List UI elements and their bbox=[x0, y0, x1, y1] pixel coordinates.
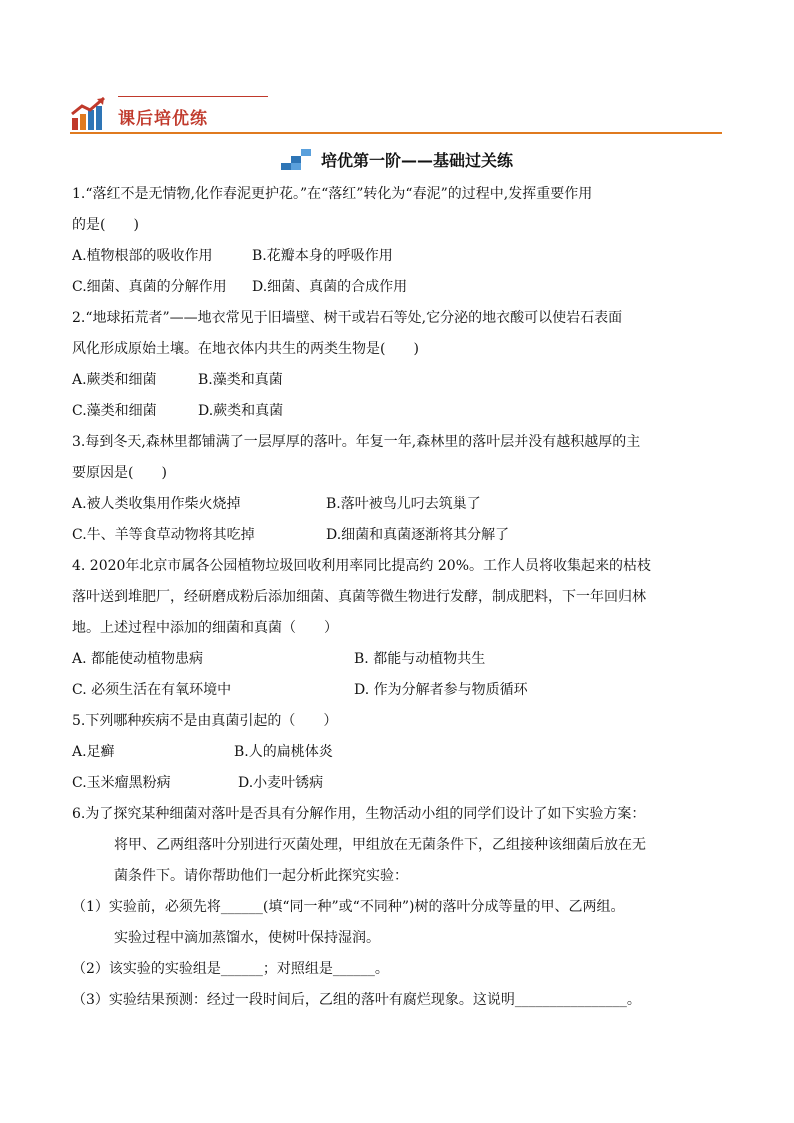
section-title: 培优第一阶——基础过关练 bbox=[320, 151, 513, 170]
q6-stem-line-1: 6.为了探究某种细菌对落叶是否具有分解作用，生物活动小组的同学们设计了如下实验方案： bbox=[72, 806, 646, 822]
q3-stem-line-1: 3.每到冬天,森林里都铺满了一层厚厚的落叶。年复一年,森林里的落叶层并没有越积越厚的主 bbox=[72, 434, 641, 450]
q3-options-row-2 bbox=[72, 520, 732, 551]
q2-stem-line-1: 2.“地球拓荒者”——地衣常见于旧墙壁、树干或岩石等处,它分泌的地衣酸可以使岩石表面 bbox=[72, 310, 623, 326]
q4-option-a: A. 都能使动植物患病 bbox=[72, 651, 204, 667]
q4-option-c: C. 必须生活在有氧环境中 bbox=[72, 682, 232, 698]
q2-options-row-2 bbox=[72, 396, 732, 427]
q3-option-d: D.细菌和真菌逐渐将其分解了 bbox=[326, 527, 510, 543]
q2-option-c: C.藻类和细菌 bbox=[72, 403, 157, 419]
section-heading bbox=[0, 148, 794, 175]
q2-options-row-1 bbox=[72, 365, 732, 396]
q5-options-row-2 bbox=[72, 768, 732, 799]
q1-options-row-1 bbox=[72, 241, 732, 272]
q3-option-a: A.被人类收集用作柴火烧掉 bbox=[72, 496, 241, 512]
q6-part-1-line-2: 实验过程中滴加蒸馏水，使树叶保持湿润。 bbox=[114, 930, 380, 946]
q5-options-row-1 bbox=[72, 737, 732, 768]
header-divider bbox=[70, 132, 722, 134]
question-list bbox=[72, 179, 732, 1016]
q4-options-row-2 bbox=[72, 675, 732, 706]
q1-options-row-2 bbox=[72, 272, 732, 303]
q6-stem-line-3: 菌条件下。请你帮助他们一起分析此探究实验： bbox=[114, 868, 408, 884]
q5-option-b: B.人的扁桃体炎 bbox=[234, 744, 333, 760]
q2-option-d: D.蕨类和真菌 bbox=[198, 403, 284, 419]
q5-option-c: C.玉米瘤黑粉病 bbox=[72, 775, 171, 791]
q4-option-d: D. 作为分解者参与物质循环 bbox=[354, 682, 528, 698]
q4-stem-line-3: 地。上述过程中添加的细菌和真菌（ ） bbox=[72, 620, 338, 636]
q5-stem-line-1: 5.下列哪种疾病不是由真菌引起的（ ） bbox=[72, 713, 338, 729]
q6-part-3: （3）实验结果预测：经过一段时间后，乙组的落叶有腐烂现象。这说明________________。 bbox=[72, 992, 641, 1008]
q6-part-1-line-1: （1）实验前，必须先将______(填“同一种”或“不同种”)树的落叶分成等量的甲、乙两组。 bbox=[72, 899, 625, 915]
q2-stem-line-2: 风化形成原始土壤。在地衣体内共生的两类生物是( ) bbox=[72, 341, 419, 357]
q6-stem-line-2: 将甲、乙两组落叶分别进行灭菌处理，甲组放在无菌条件下，乙组接种该细菌后放在无 bbox=[114, 837, 646, 853]
q5-option-d: D.小麦叶锈病 bbox=[238, 775, 324, 791]
stairs-icon bbox=[281, 149, 313, 171]
q4-option-b: B. 都能与动植物共生 bbox=[354, 651, 486, 667]
q1-option-a: A.植物根部的吸收作用 bbox=[72, 248, 213, 264]
q1-stem-line-2: 的是( ) bbox=[72, 217, 139, 233]
q4-stem-line-1: 4. 2020年北京市属各公园植物垃圾回收利用率同比提高约 20%。工作人员将收集起来的枯枝 bbox=[72, 558, 652, 574]
q1-option-d: D.细菌、真菌的合成作用 bbox=[252, 279, 408, 295]
q3-option-b: B.落叶被鸟儿叼去筑巢了 bbox=[326, 496, 481, 512]
q4-stem-line-2: 落叶送到堆肥厂，经研磨成粉后添加细菌、真菌等微生物进行发酵，制成肥料，下一年回归林 bbox=[72, 589, 646, 605]
page-header bbox=[70, 92, 722, 132]
q3-stem-line-2: 要原因是( ) bbox=[72, 465, 167, 481]
q1-option-b: B.花瓣本身的呼吸作用 bbox=[252, 248, 393, 264]
q1-option-c: C.细菌、真菌的分解作用 bbox=[72, 279, 227, 295]
q5-option-a: A.足癣 bbox=[72, 744, 115, 760]
q3-option-c: C.牛、羊等食草动物将其吃掉 bbox=[72, 527, 255, 543]
q1-stem-line-1: 1.“落红不是无情物,化作春泥更护花。”在“落红”转化为“春泥”的过程中,发挥重要作用 bbox=[72, 186, 593, 202]
q3-options-row-1 bbox=[72, 489, 732, 520]
header-title: 课后培优练 bbox=[118, 109, 208, 129]
growth-chart-icon bbox=[70, 96, 108, 132]
q2-option-b: B.藻类和真菌 bbox=[198, 372, 283, 388]
q2-option-a: A.蕨类和细菌 bbox=[72, 372, 157, 388]
header-top-rule bbox=[118, 96, 268, 97]
q6-part-2: （2）该实验的实验组是______；对照组是______。 bbox=[72, 961, 389, 977]
q4-options-row-1 bbox=[72, 644, 732, 675]
